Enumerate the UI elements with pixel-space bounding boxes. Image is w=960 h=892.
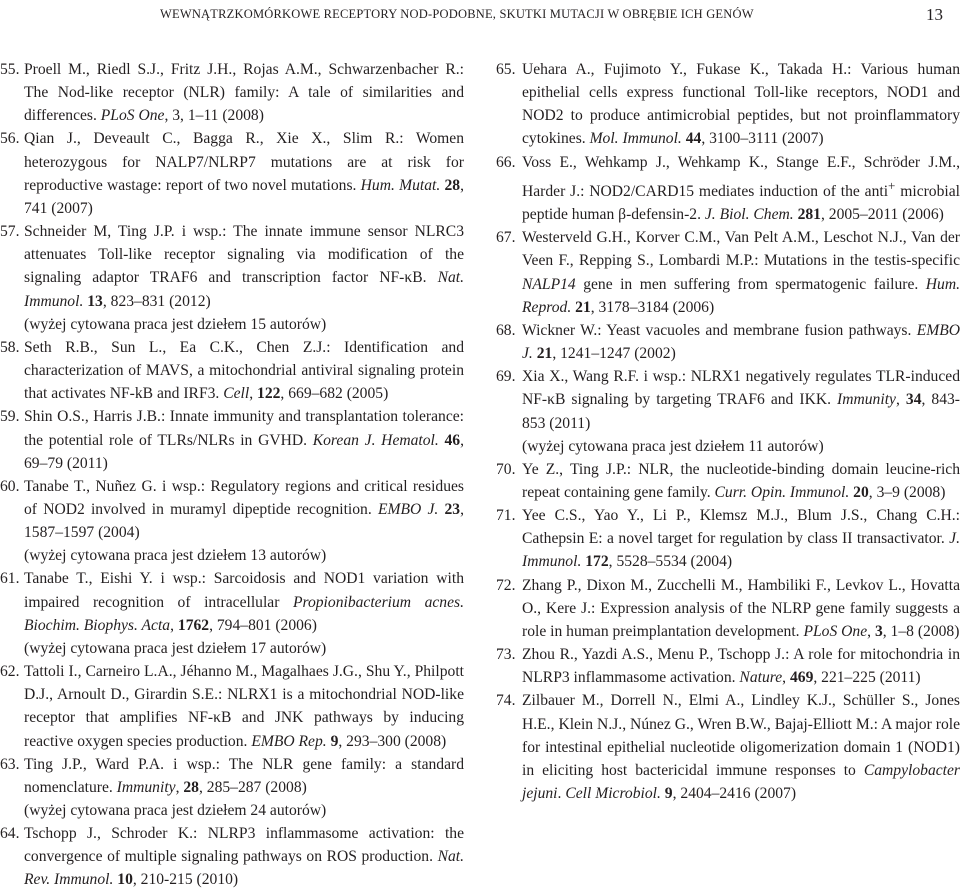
reference-italic-run: EMBO Rep. [251, 732, 327, 750]
reference-text-run: , 69–79 (2011) [24, 431, 464, 472]
reference-number: 61. [0, 570, 20, 588]
reference-volume: 34 [905, 391, 922, 409]
reference-text [24, 127, 464, 220]
reference-text-run: , 1587–1597 (2004) [24, 500, 464, 542]
running-title: WEWNĄTRZKOMÓRKOWE RECEPTORY NOD-PODOBNE, SKUTKI MUTACJI W OBRĘBIE ICH GENÓW [160, 7, 754, 21]
reference-entry [496, 319, 960, 365]
reference-entry [496, 226, 960, 319]
reference-text-run: Zilbauer M., Dorrell N., Elmi A., Lindley K.J., Schüller S., Jones H.E., Klein N.J., Núnez G., Wren B.W., Bajaj-Elliott M.: A major role for intestinal epithelial nucleotide oligomerization domain 1 (NOD1) in eliciting host bactericidal immune responses to [522, 692, 960, 779]
reference-author-note: (wyżej cytowana praca jest dziełem 17 autorów) [24, 639, 327, 657]
reference-text-run: Schneider M, Ting J.P. i wsp.: The innate immune sensor NLRC3 attenuates Toll-like receptor signaling via modification of the signaling adaptor TRAF6 and transcription factor NF-κB. [24, 223, 464, 287]
reference-author-note: (wyżej cytowana praca jest dziełem 13 autorów) [24, 547, 327, 565]
reference-italic-run: J. Immunol. [522, 530, 960, 571]
reference-text [522, 458, 960, 504]
reference-text-run: , 843-853 (2011) [522, 391, 960, 432]
reference-text-run: , 210-215 (2010) [132, 871, 239, 889]
reference-text-run: Zhang P., Dixon M., Zucchelli M., Hambiliki F., Levkov L., Hovatta O., Kere J.: Expression analysis of the NLRP gene family suggests a role in human preimplantation development. [522, 576, 960, 640]
reference-number: 64. [0, 825, 20, 843]
reference-italic-run: Hum. Reprod. [522, 275, 960, 316]
reference-text [522, 58, 960, 151]
reference-volume: 281 [797, 206, 821, 224]
reference-text-run: Xia X., Wang R.F. i wsp.: NLRX1 negatively regulates TLR-induced NF-κB signaling by targeting TRAF6 and IKK. [522, 368, 960, 409]
reference-text [24, 58, 464, 127]
references-right-column [496, 58, 960, 805]
page-number: 13 [926, 5, 943, 24]
reference-entry [496, 365, 960, 458]
reference-author-note: (wyżej cytowana praca jest dziełem 24 autorów) [24, 802, 327, 819]
reference-text-run: Zhou R., Yazdi A.S., Menu P., Tschopp J.: A role for mitochondria in NLRP3 inflammasome activation. [522, 646, 960, 687]
reference-italic-run: Nature [739, 669, 783, 687]
reference-entry [496, 643, 960, 689]
reference-text [24, 822, 464, 891]
reference-volume: 13 [87, 292, 103, 310]
reference-entry [0, 220, 464, 336]
reference-author-note: (wyżej cytowana praca jest dziełem 15 autorów) [24, 315, 327, 333]
reference-text-run: , [249, 385, 258, 403]
reference-italic-run: PLoS One [803, 622, 868, 640]
reference-text-run: , 3, 1–11 (2008) [164, 107, 264, 125]
reference-italic-run: Nat. Rev. Immunol. [24, 848, 464, 889]
reference-text-run: , 3178–3184 (2006) [590, 298, 715, 316]
reference-entry [0, 127, 464, 220]
reference-volume: 46 [444, 431, 461, 449]
reference-italic-run: NALP14 [522, 275, 576, 293]
reference-text-run: , 2404–2416 (2007) [672, 785, 797, 803]
reference-entry [496, 689, 960, 805]
reference-text-run: Ting J.P., Ward P.A. i wsp.: The NLR gene family: a standard nomenclature. [24, 755, 464, 796]
reference-text [522, 365, 960, 434]
reference-number: 66. [496, 153, 516, 171]
reference-entry [0, 336, 464, 405]
reference-text-run: Wickner W.: Yeast vacuoles and membrane fusion pathways. [522, 321, 917, 339]
reference-text-run: , 741 (2007) [24, 176, 464, 217]
reference-text-run: Voss E., Wehkamp J., Wehkamp K., Stange E.F., Schröder J.M., Harder J.: NOD2/CARD15 mediates induction of the anti [522, 153, 960, 200]
reference-text-run: Westerveld G.H., Korver C.M., Van Pelt A.M., Leschot N.J., Van der Veen F., Repping S., Lombardi M.P.: Mutations in the testis-specific [522, 229, 960, 270]
reference-text-run: , 293–300 (2008) [338, 732, 447, 750]
reference-volume: 28 [183, 778, 199, 796]
reference-text-run: , 3100–3111 (2007) [701, 130, 824, 148]
reference-number: 73. [496, 646, 516, 664]
reference-volume: 44 [685, 130, 702, 148]
reference-text [24, 220, 464, 313]
reference-text-run: , 285–287 (2008) [198, 778, 307, 796]
reference-text-run: , 1–8 (2008) [882, 622, 960, 640]
reference-entry [496, 151, 960, 227]
reference-text [522, 151, 960, 227]
reference-italic-run: Nat. Immunol. [24, 269, 464, 310]
reference-text-run: Seth R.B., Sun L., Ea C.K., Chen Z.J.: Identification and characterization of MAVS, a mitochondrial antiviral signaling protein that activates NF-kB and IRF3. [24, 338, 464, 403]
reference-italic-run: EMBO J. [522, 321, 960, 363]
reference-italic-run: J. Biol. Chem. [704, 206, 794, 224]
reference-volume: 21 [575, 298, 591, 316]
reference-italic-run: EMBO J. [377, 500, 439, 518]
reference-italic-run: Propionibacterium acnes. Biochim. Biophys. Acta [24, 593, 464, 634]
running-header [0, 6, 960, 26]
reference-number: 65. [496, 61, 516, 78]
reference-text-run: Qian J., Deveault C., Bagga R., Xie X., Slim R.: Women heterozygous for NALP7/NLRP7 mutations are at risk for reproductive wastage: report of two novel mutations. [24, 130, 464, 194]
reference-entry [0, 660, 464, 753]
reference-text [522, 574, 960, 643]
reference-text [24, 660, 464, 753]
reference-number: 72. [496, 576, 516, 594]
references-left-column [0, 58, 464, 892]
reference-text [24, 336, 464, 405]
reference-author-note: (wyżej cytowana praca jest dziełem 11 autorów) [522, 437, 824, 455]
reference-entry [496, 504, 960, 573]
reference-number: 60. [0, 477, 20, 495]
reference-volume: 28 [444, 176, 461, 194]
reference-entry [496, 574, 960, 643]
reference-volume: 10 [117, 871, 133, 889]
reference-text [522, 504, 960, 573]
reference-text-run: Uehara A., Fujimoto Y., Fukase K., Takada H.: Various human epithelial cells express functional Toll-like receptors, NOD1 and NOD2 to produce antimicrobial peptides, but not proinflammatory cytokines. [522, 61, 960, 148]
reference-text [522, 226, 960, 319]
reference-text-run: , 3–9 (2008) [868, 484, 946, 501]
reference-text-run: , 1241–1247 (2002) [552, 345, 676, 363]
reference-text-run: , [782, 669, 790, 687]
reference-text-run: . [557, 785, 566, 803]
reference-number: 67. [496, 229, 516, 247]
reference-volume: 469 [789, 669, 814, 687]
reference-text-run: microbial peptide human β-defensin-2. [522, 182, 960, 224]
reference-italic-run: Immunity [116, 778, 176, 796]
reference-entry [0, 475, 464, 568]
reference-text-run: , 794–801 (2006) [209, 616, 317, 634]
reference-number: 56. [0, 130, 20, 148]
reference-superscript: + [888, 177, 896, 193]
reference-entry [0, 822, 464, 891]
reference-italic-run: Korean J. Hematol. [312, 431, 439, 449]
reference-entry [496, 458, 960, 504]
reference-text [24, 567, 464, 636]
reference-text-run: Tschopp J., Schroder K.: NLRP3 inflammasome activation: the convergence of multiple signaling pathways on ROS production. [24, 825, 464, 866]
reference-italic-run: Cell [223, 385, 250, 403]
reference-entry [0, 405, 464, 474]
reference-text-run: , [895, 391, 906, 409]
reference-number: 57. [0, 223, 20, 241]
reference-text-run: Ye Z., Ting J.P.: NLR, the nucleotide-binding domain leucine-rich repeat containing gene family. [522, 460, 960, 501]
reference-volume: 1762 [177, 616, 210, 634]
reference-number: 63. [0, 755, 20, 773]
reference-number: 58. [0, 338, 20, 356]
reference-number: 55. [0, 61, 20, 78]
reference-number: 74. [496, 692, 516, 710]
reference-text [522, 643, 960, 689]
reference-text-run: , 669–682 (2005) [280, 385, 389, 403]
reference-text-run: , 5528–5534 (2004) [608, 553, 733, 571]
reference-volume: 9 [664, 785, 673, 803]
reference-text [24, 753, 464, 799]
reference-italic-run: Cell Microbiol. [565, 785, 661, 803]
reference-italic-run: Curr. Opin. Immunol. [714, 484, 850, 501]
reference-number: 70. [496, 460, 516, 478]
reference-entry [0, 58, 464, 127]
reference-volume: 23 [444, 500, 461, 518]
reference-text [522, 319, 960, 365]
reference-volume: 21 [536, 345, 553, 363]
reference-entry [0, 567, 464, 660]
reference-italic-run: Immunity [837, 391, 896, 409]
reference-volume: 20 [853, 484, 869, 501]
reference-text [24, 475, 464, 544]
reference-text-run: gene in men suffering from spermatogenic failure. [575, 275, 926, 293]
reference-text-run: Yee C.S., Yao Y., Li P., Klemsz M.J., Blum J.S., Chang C.H.: Cathepsin E: a novel target for regulation by class II transactivator. [522, 507, 960, 548]
reference-text [522, 689, 960, 805]
reference-number: 59. [0, 408, 20, 426]
reference-text-run: Tattoli I., Carneiro L.A., Jéhanno M., Magalhaes J.G., Shu Y., Philpott D.J., Arnoult D., Girardin S.E.: NLRX1 is a mitochondrial NOD-like receptor that amplifies NF-κB and JNK pathways by inducing reactive oxygen species production. [24, 663, 464, 750]
reference-text-run: , [175, 778, 184, 796]
reference-text [24, 405, 464, 474]
reference-italic-run: Hum. Mutat. [360, 176, 441, 194]
reference-text-run: , [170, 616, 178, 634]
reference-volume: 3 [874, 622, 883, 640]
reference-text-run: , 221–225 (2011) [813, 669, 921, 687]
reference-number: 62. [0, 663, 20, 681]
reference-italic-run: Mol. Immunol. [589, 130, 682, 148]
reference-text-run: , 823–831 (2012) [102, 292, 211, 310]
reference-entry [496, 58, 960, 151]
reference-text-run: Proell M., Riedl S.J., Fritz J.H., Rojas A.M., Schwarzenbacher R.: The Nod-like receptor (NLR) family: A tale of similarities and differences. [24, 61, 464, 125]
reference-volume: 9 [330, 732, 339, 750]
reference-number: 71. [496, 507, 516, 525]
reference-volume: 122 [257, 385, 281, 403]
reference-text-run: Tanabe T., Eishi Y. i wsp.: Sarcoidosis and NOD1 variation with impaired recognition of intracellular [24, 570, 464, 611]
reference-italic-run: PLoS One [100, 107, 165, 125]
reference-volume: 172 [585, 553, 609, 571]
reference-text-run: Shin O.S., Harris J.B.: Innate immunity and transplantation tolerance: the potential role of TLRs/NLRs in GVHD. [24, 408, 464, 449]
reference-number: 69. [496, 368, 516, 386]
reference-text-run: , [867, 622, 875, 640]
reference-number: 68. [496, 321, 516, 339]
reference-entry [0, 753, 464, 822]
reference-text-run: , 2005–2011 (2006) [820, 206, 944, 224]
reference-text-run: Tanabe T., Nuñez G. i wsp.: Regulatory regions and critical residues of NOD2 involved in muramyl dipeptide recognition. [24, 477, 464, 518]
reference-italic-run: Campylobacter jejuni [522, 761, 960, 803]
